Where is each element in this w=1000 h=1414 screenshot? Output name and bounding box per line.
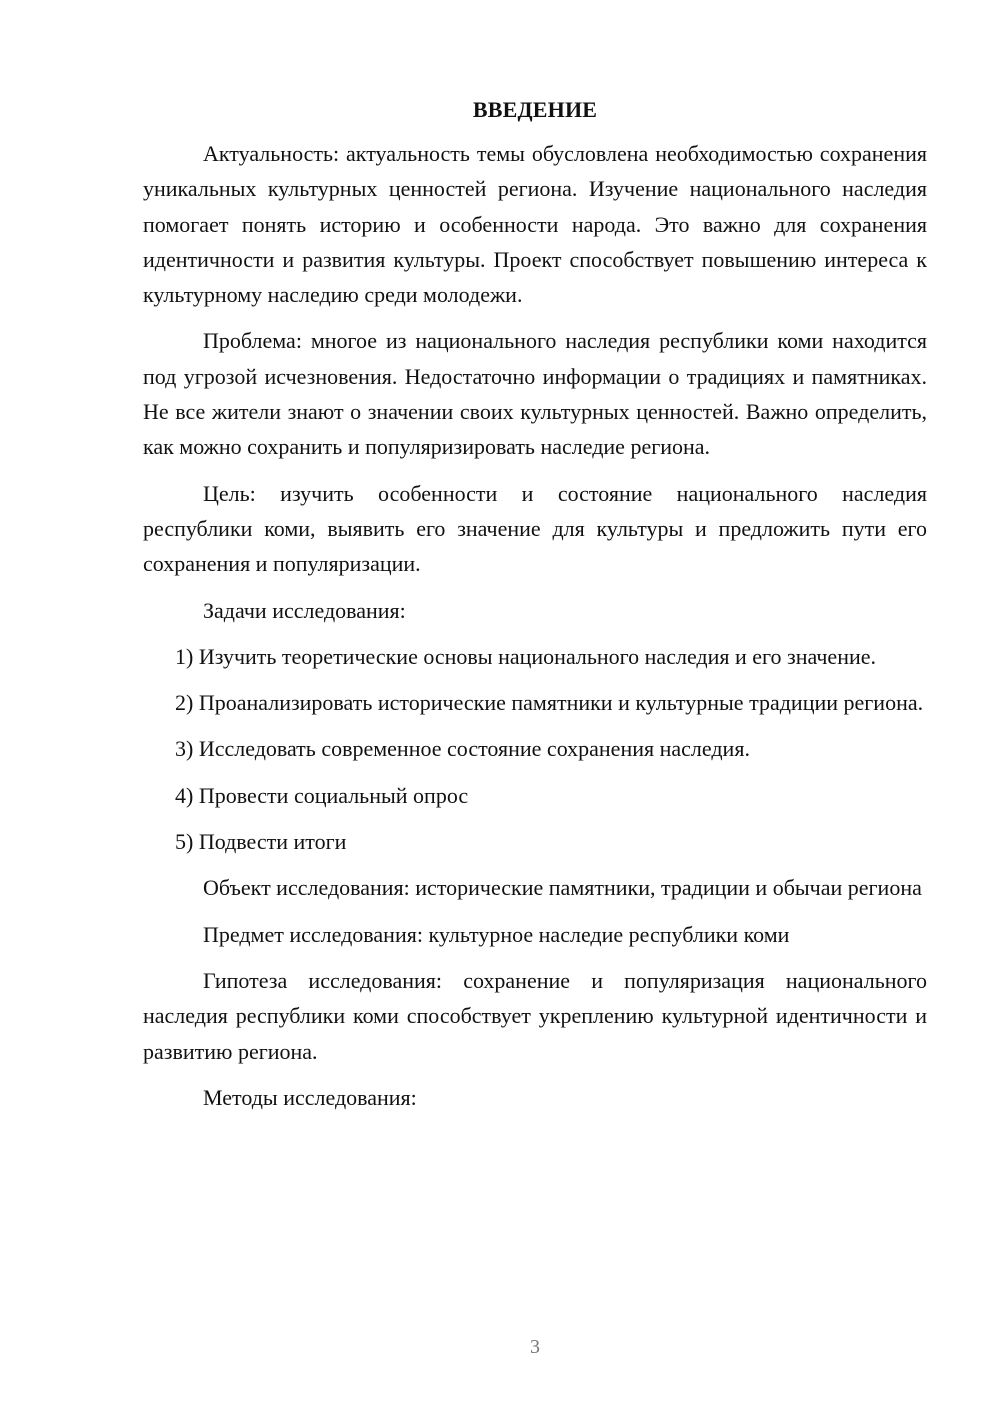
methods-heading: Методы исследования: (203, 1084, 417, 1110)
section-title: ВВЕДЕНИЕ (472, 97, 598, 122)
page-number: 3 (530, 1336, 540, 1358)
object-paragraph: Объект исследования: исторические памятники, традиции и обычаи региона (203, 875, 922, 901)
task-item: 3) Исследовать современное состояние сохранения наследия. (175, 736, 750, 762)
relevance-paragraph: Актуальность: актуальность темы обусловлена необходимостью сохранения уникальных культурных ценностей региона. Изучение национального наследия помогает понять историю и особенности народа. Это важно для сохранения идентичности и развития культуры. Проект способствует повышению интереса к культурному наследию среди молодежи. (143, 141, 927, 308)
task-item: 1) Изучить теоретические основы национального наследия и его значение. (175, 643, 877, 669)
hypothesis-paragraph: Гипотеза исследования: сохранение и популяризация национального наследия республики коми способствует укреплению культурной идентичности и развитию региона. (143, 967, 927, 1064)
problem-paragraph: Проблема: многое из национального наследия республики коми находится под угрозой исчезновения. Недостаточно информации о традициях и памятниках. Не все жители знают о значении своих культурных ценностей. Важно определить, как можно сохранить и популяризировать наследие региона. (143, 328, 927, 460)
task-item: 2) Проанализировать исторические памятники и культурные традиции региона. (175, 690, 924, 716)
task-item: 4) Провести социальный опрос (175, 782, 469, 808)
tasks-heading: Задачи исследования: (203, 597, 406, 623)
page-content (143, 94, 927, 1115)
goal-paragraph: Цель: изучить особенности и состояние национального наследия республики коми, выявить его значение для культуры и предложить пути его сохранения и популяризации. (143, 480, 927, 577)
task-item: 5) Подвести итоги (175, 829, 347, 855)
subject-paragraph: Предмет исследования: культурное наследие республики коми (203, 921, 790, 947)
